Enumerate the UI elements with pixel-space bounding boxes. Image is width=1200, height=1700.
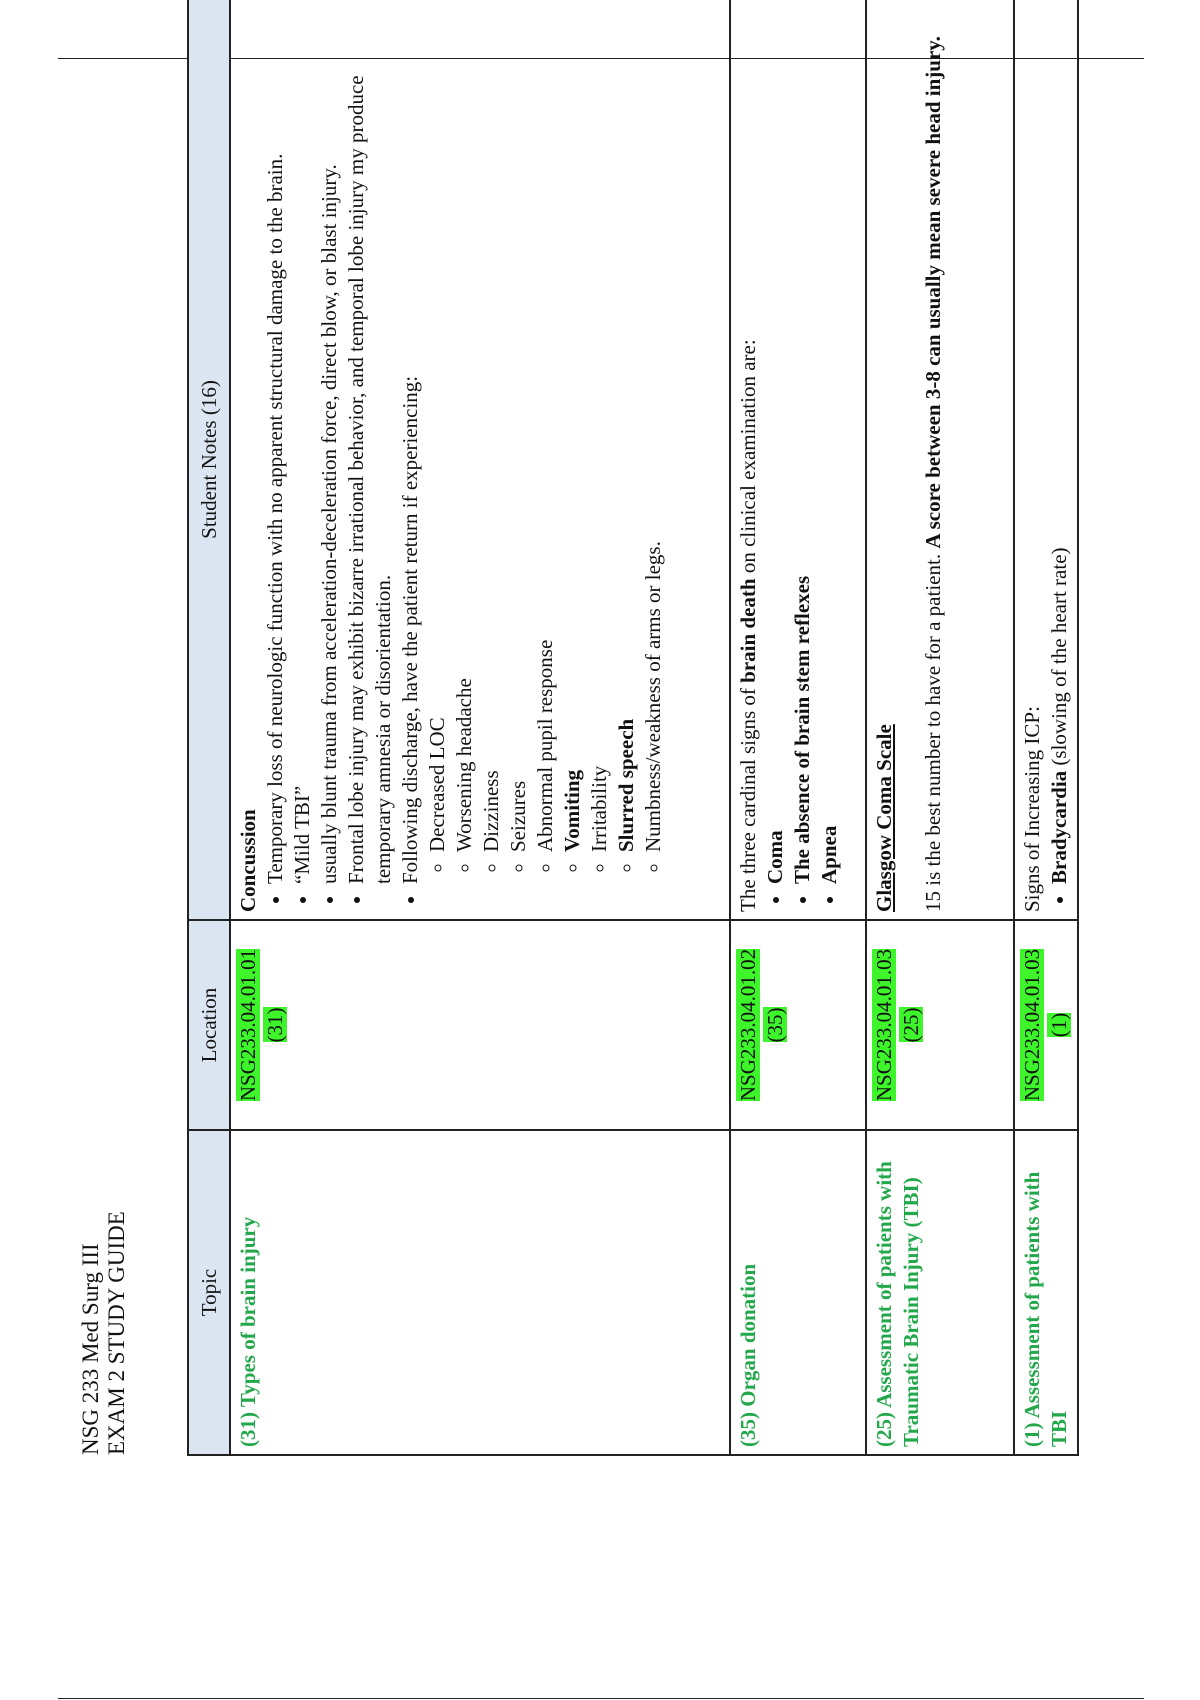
notes-bullet-list	[262, 7, 667, 912]
course-title: NSG 233 Med Surg III	[78, 1243, 103, 1455]
notes-cell	[866, 0, 1014, 920]
rotated-page	[0, 36, 1100, 1660]
intro-text: The three cardinal signs of	[736, 682, 760, 912]
list-item: ◦ Dizziness	[478, 7, 505, 852]
location-cell	[230, 920, 730, 1130]
notes-heading: Glasgow Coma Scale	[872, 724, 896, 912]
notes-cell	[230, 0, 730, 920]
location-cell	[866, 920, 1014, 1130]
list-item: • Coma	[762, 7, 789, 884]
topic-cell: (31) Types of brain injury	[230, 1130, 730, 1455]
location-cell	[1014, 920, 1078, 1130]
bottom-rule	[58, 1698, 1144, 1699]
spacer	[898, 7, 920, 912]
notes-bold-text: A score between 3-8 can usually mean severe head injury.	[921, 36, 945, 549]
topic-cell: (1) Assessment of patients with TBI	[1014, 1130, 1078, 1455]
list-item: • Temporary loss of neurologic function with no apparent structural damage to the brain.	[262, 7, 289, 884]
list-item: ◦ Irritability	[586, 7, 613, 852]
notes-bullet-list	[762, 7, 843, 912]
list-item: ◦ Seizures	[505, 7, 532, 852]
notes-plain-text: 15 is the best number to have for a patient.	[921, 548, 945, 912]
notes-cell	[730, 0, 866, 920]
list-item: ◦ Numbness/weakness of arms or legs.	[640, 7, 667, 852]
table-row	[866, 0, 1014, 1455]
notes-bullet-list	[1046, 7, 1073, 912]
location-code: NSG233.04.01.03	[872, 948, 896, 1102]
list-item: ◦ Decreased LOC	[424, 7, 451, 852]
list-item: ◦ Worsening headache	[451, 7, 478, 852]
location-count: (25)	[899, 1007, 923, 1043]
table-row	[1014, 0, 1078, 1455]
location-count: (1)	[1047, 1012, 1071, 1038]
topic-cell: (35) Organ donation	[730, 1130, 866, 1455]
intro-text-end: on clinical examination are:	[736, 339, 760, 579]
column-header-topic: Topic	[188, 1130, 230, 1455]
notes-heading: Concussion	[236, 809, 260, 912]
table-header-row	[188, 0, 230, 1455]
notes-intro: Signs of Increasing ICP:	[1020, 706, 1044, 912]
list-item-text: Following discharge, have the patient return if experiencing:	[398, 375, 422, 884]
location-count: (31)	[263, 1007, 287, 1043]
location-code: NSG233.04.01.01	[236, 948, 260, 1102]
topic-cell: (25) Assessment of patients with Traumatic Brain Injury (TBI)	[866, 1130, 1014, 1455]
list-item	[1046, 7, 1073, 884]
notes-text	[920, 7, 947, 912]
location-code: NSG233.04.01.03	[1020, 948, 1044, 1102]
notes-cell	[1014, 0, 1078, 920]
list-item: • Apnea	[816, 7, 843, 884]
list-item: ◦ Vomiting	[559, 7, 586, 852]
column-header-notes: Student Notes (16)	[188, 0, 230, 920]
list-item: • “Mild TBI”	[289, 7, 316, 884]
symptom-sub-list	[424, 7, 667, 884]
document-header	[78, 1211, 130, 1455]
study-guide-table	[187, 0, 1079, 1456]
location-cell	[730, 920, 866, 1130]
bullet-bold-text: Bradycardia	[1047, 770, 1071, 884]
notes-intro	[735, 7, 762, 912]
guide-title: EXAM 2 STUDY GUIDE	[104, 1211, 129, 1455]
list-item: • Frontal lobe injury may exhibit bizarre irrational behavior, and temporal lobe injury my produce temporary amnesia or disorientation.	[343, 7, 397, 884]
list-item	[397, 7, 667, 884]
list-item: ◦ Slurred speech	[613, 7, 640, 852]
list-item: • The absence of brain stem reflexes	[789, 7, 816, 884]
bullet-text: (slowing of the heart rate)	[1047, 547, 1071, 771]
location-code: NSG233.04.01.02	[736, 948, 760, 1102]
table-row	[230, 0, 730, 1455]
table-row	[730, 0, 866, 1455]
list-item: • usually blunt trauma from acceleration-deceleration force, direct blow, or blast injury.	[316, 7, 343, 884]
intro-bold-text: brain death	[736, 578, 760, 683]
list-item: ◦ Abnormal pupil response	[532, 7, 559, 852]
location-count: (35)	[763, 1007, 787, 1043]
column-header-location: Location	[188, 920, 230, 1130]
